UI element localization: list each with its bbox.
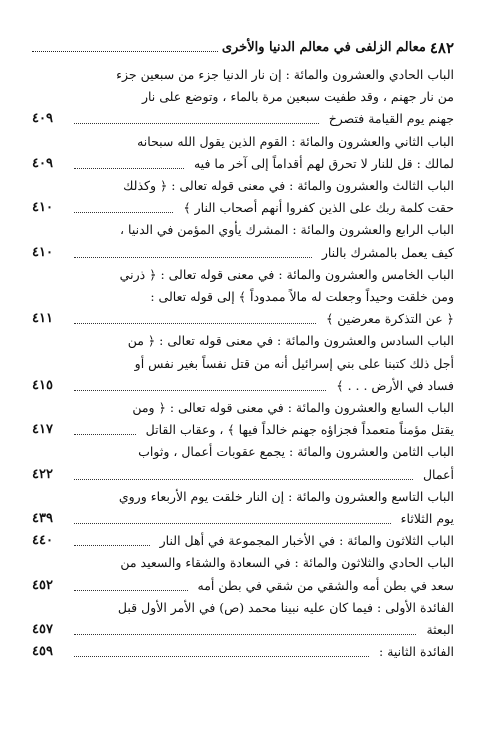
toc-entry[interactable]	[32, 264, 454, 331]
toc-page-number: ٤٢٢	[32, 466, 53, 482]
toc-entry-heading: الفائدة الثانية :	[379, 644, 454, 660]
toc-entry-heading: الباب التاسع والعشرون والمائة : إن النار خلقت يوم الأربعاء وروي	[118, 488, 454, 504]
toc-entry-text: ﴿ عن التذكرة معرضين ﴾	[325, 311, 454, 327]
toc-entry-heading: الباب الثلاثون والمائة : في الأخبار المجموعة في أهل النار	[159, 533, 454, 549]
toc-entry[interactable]	[32, 131, 454, 175]
toc-entry-text: كيف يعمل بالمشرك بالنار	[321, 244, 454, 260]
toc-entry[interactable]	[32, 641, 454, 663]
toc-entry[interactable]	[32, 175, 454, 219]
toc-leader-dots	[74, 323, 316, 324]
toc-leader-dots	[74, 123, 319, 124]
toc-page-number: ٤٠٩	[32, 155, 53, 171]
toc-entry-text: سعد في بطن أمه والشقي من شقي في بطن أمه	[197, 577, 454, 593]
toc-page-number: ٤٣٩	[32, 510, 53, 526]
toc-entry-text: البعثة	[426, 621, 454, 637]
toc-entry-text: فساد في الأرض . . . ﴾	[336, 377, 454, 393]
toc-page-number: ٤١١	[32, 311, 53, 327]
toc-entry[interactable]	[32, 530, 454, 552]
toc-leader-dots	[74, 523, 391, 524]
toc-entry-heading: الباب الخامس والعشرون والمائة : في معنى قوله تعالى : ﴿ ذرني	[119, 266, 454, 282]
toc-page-number: ٤٥٢	[32, 577, 53, 593]
toc-entry[interactable]	[32, 552, 454, 596]
toc-leader-dots	[74, 168, 184, 169]
toc-entry-heading: الباب السابع والعشرون والمائة : في معنى قوله تعالى : ﴿ ومن	[132, 400, 454, 415]
toc-leader-dots	[74, 656, 369, 657]
header-book-title: معالم الزلفى في معالم الدنيا والأخرى	[221, 40, 426, 55]
toc-leader-dots	[74, 257, 312, 258]
toc-leader-dots	[74, 212, 173, 213]
toc-entry[interactable]	[32, 219, 454, 263]
toc-leader-dots	[74, 634, 416, 635]
toc-entry[interactable]	[32, 397, 454, 441]
toc-entry-text: أعمال	[422, 466, 454, 482]
toc-entry[interactable]	[32, 441, 454, 485]
toc-entry-heading: الباب الثالث والعشرون والمائة : في معنى قوله تعالى : ﴿ وكذلك	[123, 178, 454, 193]
toc-entry-text: جهنم يوم القيامة فتصرخ	[328, 111, 454, 127]
toc-leader-dots	[74, 590, 188, 591]
toc-leader-dots	[74, 479, 413, 480]
toc-entry[interactable]	[32, 330, 454, 397]
toc-page-number: ٤١٧	[32, 422, 53, 438]
toc-entry-heading: الباب الحادي والعشرون والمائة : إن نار الدنيا جزء من سبعين جزء	[116, 67, 454, 82]
toc-entry-heading: الباب السادس والعشرون والمائة : في معنى قوله تعالى : ﴿ من	[127, 333, 454, 349]
toc-entry-text: من نار جهنم ، وقد طفيت سبعين مرة بالماء ، وتوضع على نار	[141, 89, 454, 105]
toc-entry-text: ومن خلقت وحيداً وجعلت له مالاً ممدوداً ﴾ إلى قوله تعالى :	[150, 288, 454, 304]
toc-entry-text: يوم الثلاثاء	[400, 510, 454, 526]
toc-page-number: ٤٥٩	[32, 644, 53, 660]
header-leader-dots	[32, 51, 218, 52]
toc-entry-heading: الباب الثاني والعشرون والمائة : القوم الذين يقول الله سبحانه	[137, 133, 454, 149]
toc-entry[interactable]	[32, 486, 454, 530]
toc-leader-dots	[74, 390, 326, 391]
toc-entry-heading: الباب الحادي والثلاثون والمائة : في السعادة والشقاء والسعيد من	[120, 555, 454, 571]
toc-page-number: ٤٥٧	[32, 621, 53, 637]
toc-entry-heading: الباب الثامن والعشرون والمائة : يجمع عقوبات أعمال ، وثواب	[138, 444, 454, 460]
toc-entry-heading: الباب الرابع والعشرون والمائة : المشرك يأوي المؤمن في الدنيا ،	[120, 222, 454, 238]
toc-page-number: ٤٠٩	[32, 111, 53, 127]
toc-leader-dots	[74, 545, 150, 546]
toc-entry-text: أجل ذلك كتبنا على بني إسرائيل أنه من قتل نفساً بغير نفس أو	[134, 355, 454, 371]
toc-page-number: ٤١٥	[32, 377, 53, 393]
toc-entry[interactable]	[32, 597, 454, 641]
toc-leader-dots	[74, 434, 136, 435]
running-header	[32, 34, 454, 56]
toc-entry-text: يقتل مؤمناً متعمداً فجزاؤه جهنم خالداً فيها ﴾ ، وعقاب القاتل	[145, 422, 454, 438]
toc-entry[interactable]	[32, 64, 454, 131]
header-page-number: ٤٨٢	[429, 39, 454, 57]
toc-entry-heading: الفائدة الأولى : فيما كان عليه نبينا محمد (ص) في الأمر الأول قبل	[117, 599, 454, 615]
toc-page-number: ٤١٠	[32, 244, 53, 260]
toc-entry-text: حقت كلمة ربك على الذين كفروا أنهم أصحاب النار ﴾	[183, 200, 454, 216]
toc-entry-text: لمالك : قل للنار لا تحرق لهم أقداماً إلى آخر ما فيه	[193, 155, 454, 171]
toc-page-number: ٤٤٠	[32, 533, 53, 549]
toc-page-number: ٤١٠	[32, 200, 53, 216]
